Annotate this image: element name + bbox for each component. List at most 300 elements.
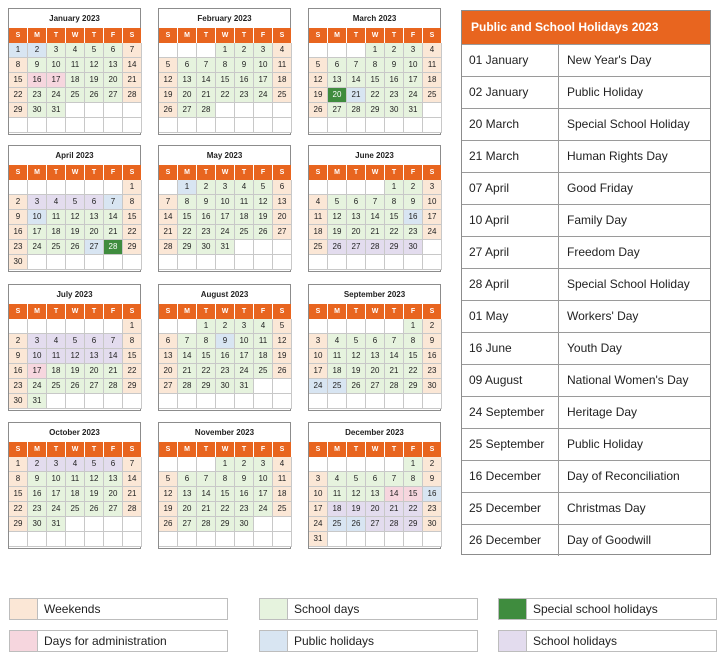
empty-cell [85, 532, 104, 547]
day-cell: 1 [123, 319, 142, 334]
day-cell: 23 [28, 88, 47, 103]
weekday-header: W [66, 304, 85, 319]
day-cell: 4 [273, 457, 292, 472]
weekday-header: S [273, 442, 292, 457]
day-cell: 6 [159, 334, 178, 349]
weekday-header: S [159, 304, 178, 319]
weekday-header: W [366, 28, 385, 43]
month-grid [309, 28, 440, 133]
day-cell: 29 [197, 379, 216, 394]
holiday-row [462, 204, 710, 236]
day-cell: 13 [85, 349, 104, 364]
day-cell: 17 [254, 73, 273, 88]
weekday-header: T [385, 165, 404, 180]
day-cell: 3 [47, 43, 66, 58]
day-cell: 30 [216, 379, 235, 394]
day-cell: 13 [366, 349, 385, 364]
day-cell: 23 [28, 502, 47, 517]
day-cell: 26 [85, 502, 104, 517]
day-cell: 9 [28, 58, 47, 73]
day-cell: 25 [66, 88, 85, 103]
holiday-name: Christmas Day [567, 501, 646, 515]
empty-cell [197, 457, 216, 472]
day-cell: 4 [47, 195, 66, 210]
empty-cell [366, 255, 385, 270]
day-cell: 17 [309, 364, 328, 379]
day-cell: 29 [178, 240, 197, 255]
day-cell: 20 [347, 225, 366, 240]
day-cell: 24 [47, 88, 66, 103]
month-title: October 2023 [9, 423, 140, 442]
empty-cell [273, 118, 292, 133]
day-cell: 22 [404, 364, 423, 379]
empty-cell [309, 180, 328, 195]
weekday-header: M [28, 28, 47, 43]
holiday-date: 10 April [462, 205, 559, 236]
legend-swatch [10, 631, 38, 651]
day-cell: 10 [309, 487, 328, 502]
day-cell: 19 [85, 73, 104, 88]
day-cell: 6 [273, 180, 292, 195]
day-cell: 29 [9, 517, 28, 532]
empty-cell [28, 180, 47, 195]
legend-item-school-holidays [498, 630, 717, 652]
empty-cell [385, 319, 404, 334]
day-cell: 5 [254, 180, 273, 195]
holiday-date: 25 December [462, 493, 559, 524]
day-cell: 19 [309, 88, 328, 103]
day-cell: 12 [85, 58, 104, 73]
day-cell: 18 [423, 73, 442, 88]
day-cell: 6 [178, 58, 197, 73]
day-cell: 14 [123, 472, 142, 487]
empty-cell [178, 319, 197, 334]
weekday-header: F [104, 442, 123, 457]
day-cell: 23 [197, 225, 216, 240]
day-cell: 15 [178, 210, 197, 225]
month-calendar [158, 145, 291, 272]
day-cell: 2 [235, 457, 254, 472]
day-cell: 5 [309, 58, 328, 73]
day-cell: 17 [254, 487, 273, 502]
empty-cell [123, 532, 142, 547]
day-cell: 5 [66, 334, 85, 349]
day-cell: 21 [104, 364, 123, 379]
day-cell: 2 [235, 43, 254, 58]
day-cell: 4 [254, 319, 273, 334]
month-calendar [308, 284, 441, 411]
month-title: August 2023 [159, 285, 290, 304]
weekday-header: M [178, 28, 197, 43]
day-cell: 5 [347, 472, 366, 487]
day-cell: 25 [328, 517, 347, 532]
day-cell: 23 [404, 225, 423, 240]
day-cell: 16 [385, 73, 404, 88]
day-cell: 28 [159, 240, 178, 255]
empty-cell [28, 255, 47, 270]
day-cell: 5 [273, 319, 292, 334]
empty-cell [66, 255, 85, 270]
day-cell: 15 [123, 210, 142, 225]
day-cell: 9 [235, 472, 254, 487]
day-cell: 2 [423, 319, 442, 334]
weekday-header: T [85, 165, 104, 180]
empty-cell [9, 319, 28, 334]
day-cell: 21 [347, 88, 366, 103]
empty-cell [159, 43, 178, 58]
day-cell: 6 [328, 58, 347, 73]
day-cell: 27 [104, 88, 123, 103]
empty-cell [423, 103, 442, 118]
day-cell: 12 [347, 487, 366, 502]
day-cell: 14 [385, 349, 404, 364]
month-grid [159, 304, 290, 409]
day-cell: 1 [216, 43, 235, 58]
day-cell: 3 [28, 195, 47, 210]
day-cell: 23 [216, 364, 235, 379]
holiday-name: National Women's Day [567, 373, 689, 387]
day-cell: 22 [123, 364, 142, 379]
day-cell: 11 [309, 210, 328, 225]
empty-cell [235, 240, 254, 255]
weekday-header: F [254, 165, 273, 180]
day-cell: 6 [104, 457, 123, 472]
day-cell: 31 [47, 103, 66, 118]
holiday-name: Freedom Day [567, 245, 640, 259]
day-cell: 23 [235, 502, 254, 517]
day-cell: 22 [123, 225, 142, 240]
day-cell: 18 [309, 225, 328, 240]
day-cell: 28 [347, 103, 366, 118]
day-cell: 8 [197, 334, 216, 349]
day-cell: 24 [28, 379, 47, 394]
empty-cell [123, 103, 142, 118]
empty-cell [254, 103, 273, 118]
day-cell: 28 [197, 517, 216, 532]
day-cell: 14 [366, 210, 385, 225]
day-cell: 14 [104, 210, 123, 225]
weekday-header: S [159, 442, 178, 457]
day-cell: 9 [385, 58, 404, 73]
weekday-header: T [85, 304, 104, 319]
empty-cell [347, 532, 366, 547]
day-cell: 17 [404, 73, 423, 88]
day-cell: 29 [385, 240, 404, 255]
empty-cell [66, 103, 85, 118]
day-cell: 20 [85, 364, 104, 379]
weekday-header: M [328, 442, 347, 457]
day-cell: 15 [404, 349, 423, 364]
empty-cell [328, 180, 347, 195]
empty-cell [235, 532, 254, 547]
day-cell: 16 [235, 73, 254, 88]
empty-cell [104, 255, 123, 270]
empty-cell [28, 532, 47, 547]
empty-cell [347, 319, 366, 334]
day-cell: 22 [197, 364, 216, 379]
weekday-header: S [159, 165, 178, 180]
weekday-header: W [66, 28, 85, 43]
empty-cell [159, 394, 178, 409]
day-cell: 11 [235, 195, 254, 210]
weekday-header: S [9, 165, 28, 180]
day-cell: 19 [159, 502, 178, 517]
weekday-header: W [66, 442, 85, 457]
day-cell: 19 [347, 502, 366, 517]
day-cell: 28 [123, 88, 142, 103]
day-cell: 10 [309, 349, 328, 364]
day-cell: 7 [197, 58, 216, 73]
day-cell: 27 [104, 502, 123, 517]
day-cell: 23 [9, 379, 28, 394]
weekday-header: F [404, 442, 423, 457]
weekday-header: T [47, 304, 66, 319]
day-cell: 27 [178, 103, 197, 118]
day-cell: 2 [9, 195, 28, 210]
day-cell: 13 [347, 210, 366, 225]
empty-cell [273, 394, 292, 409]
empty-cell [28, 319, 47, 334]
day-cell: 29 [404, 517, 423, 532]
month-grid [9, 304, 140, 409]
weekday-header: T [385, 28, 404, 43]
day-cell: 18 [328, 364, 347, 379]
day-cell: 16 [9, 364, 28, 379]
day-cell: 1 [178, 180, 197, 195]
day-cell: 13 [178, 487, 197, 502]
empty-cell [47, 532, 66, 547]
month-calendar [308, 422, 441, 549]
weekday-header: T [235, 442, 254, 457]
month-grid [159, 165, 290, 270]
day-cell: 11 [273, 472, 292, 487]
empty-cell [328, 319, 347, 334]
empty-cell [159, 532, 178, 547]
day-cell: 21 [178, 364, 197, 379]
day-cell: 7 [197, 472, 216, 487]
day-cell: 9 [9, 210, 28, 225]
day-cell: 12 [254, 195, 273, 210]
day-cell: 13 [178, 73, 197, 88]
legend-label: Weekends [44, 602, 101, 616]
day-cell: 18 [66, 487, 85, 502]
holiday-date: 24 September [462, 397, 559, 428]
empty-cell [347, 457, 366, 472]
day-cell: 20 [178, 502, 197, 517]
day-cell: 12 [347, 349, 366, 364]
day-cell: 7 [123, 43, 142, 58]
empty-cell [328, 457, 347, 472]
empty-cell [216, 394, 235, 409]
empty-cell [104, 103, 123, 118]
day-cell: 12 [159, 73, 178, 88]
day-cell: 10 [47, 58, 66, 73]
day-cell: 1 [9, 457, 28, 472]
day-cell: 6 [178, 472, 197, 487]
day-cell: 21 [197, 502, 216, 517]
weekday-header: S [123, 442, 142, 457]
day-cell: 19 [66, 364, 85, 379]
day-cell: 10 [28, 210, 47, 225]
empty-cell [366, 118, 385, 133]
holiday-name: Public Holiday [567, 85, 644, 99]
day-cell: 18 [47, 364, 66, 379]
holiday-name: Special School Holiday [567, 117, 690, 131]
legend-item-weekends [9, 598, 228, 620]
legend-label: Days for administration [44, 634, 167, 648]
day-cell: 6 [366, 334, 385, 349]
day-cell: 5 [347, 334, 366, 349]
day-cell: 30 [28, 517, 47, 532]
holidays-table-title: Public and School Holidays 2023 [462, 11, 710, 44]
day-cell: 16 [423, 487, 442, 502]
weekday-header: M [178, 442, 197, 457]
holiday-name: Heritage Day [567, 405, 638, 419]
day-cell: 1 [404, 457, 423, 472]
day-cell: 18 [328, 502, 347, 517]
weekday-header: M [178, 165, 197, 180]
empty-cell [9, 118, 28, 133]
day-cell: 1 [123, 180, 142, 195]
day-cell: 18 [254, 349, 273, 364]
day-cell: 14 [347, 73, 366, 88]
month-calendar [8, 284, 141, 411]
weekday-header: M [328, 28, 347, 43]
holiday-row [462, 236, 710, 268]
weekday-header: S [9, 28, 28, 43]
day-cell: 20 [366, 502, 385, 517]
day-cell: 24 [309, 379, 328, 394]
day-cell: 16 [9, 225, 28, 240]
empty-cell [309, 457, 328, 472]
day-cell: 13 [273, 195, 292, 210]
day-cell: 17 [216, 210, 235, 225]
empty-cell [197, 118, 216, 133]
day-cell: 21 [197, 88, 216, 103]
day-cell: 16 [197, 210, 216, 225]
month-grid [309, 304, 440, 409]
day-cell: 22 [9, 502, 28, 517]
holiday-row [462, 108, 710, 140]
day-cell: 11 [47, 210, 66, 225]
holidays-table-body [462, 44, 710, 556]
empty-cell [423, 240, 442, 255]
month-title: June 2023 [309, 146, 440, 165]
day-cell: 22 [216, 502, 235, 517]
day-cell: 24 [47, 502, 66, 517]
day-cell: 7 [178, 334, 197, 349]
day-cell: 1 [197, 319, 216, 334]
day-cell: 1 [385, 180, 404, 195]
empty-cell [309, 255, 328, 270]
day-cell: 30 [9, 394, 28, 409]
weekday-header: S [9, 304, 28, 319]
day-cell: 1 [9, 43, 28, 58]
empty-cell [104, 180, 123, 195]
empty-cell [385, 118, 404, 133]
weekday-header: T [347, 28, 366, 43]
empty-cell [197, 532, 216, 547]
weekday-header: T [347, 304, 366, 319]
day-cell: 15 [123, 349, 142, 364]
empty-cell [104, 517, 123, 532]
weekday-header: W [216, 304, 235, 319]
day-cell: 3 [309, 334, 328, 349]
day-cell: 24 [423, 225, 442, 240]
empty-cell [254, 532, 273, 547]
empty-cell [66, 517, 85, 532]
day-cell: 8 [216, 58, 235, 73]
day-cell: 25 [273, 88, 292, 103]
weekday-header: T [85, 442, 104, 457]
holidays-table [461, 10, 711, 555]
day-cell: 14 [178, 349, 197, 364]
day-cell: 27 [273, 225, 292, 240]
weekday-header: F [404, 165, 423, 180]
empty-cell [328, 532, 347, 547]
weekday-header: S [123, 28, 142, 43]
day-cell: 27 [159, 379, 178, 394]
day-cell: 19 [159, 88, 178, 103]
holiday-row [462, 460, 710, 492]
day-cell: 24 [254, 88, 273, 103]
day-cell: 24 [216, 225, 235, 240]
holiday-row [462, 364, 710, 396]
day-cell: 2 [28, 43, 47, 58]
weekday-header: T [197, 442, 216, 457]
empty-cell [123, 394, 142, 409]
holiday-name: Public Holiday [567, 437, 644, 451]
day-cell: 9 [423, 472, 442, 487]
day-cell: 10 [254, 58, 273, 73]
holiday-name: Special School Holiday [567, 277, 690, 291]
legend-label: School days [294, 602, 360, 616]
day-cell: 7 [159, 195, 178, 210]
legend-item-public-holidays [259, 630, 478, 652]
empty-cell [385, 532, 404, 547]
weekday-header: T [47, 165, 66, 180]
empty-cell [423, 532, 442, 547]
empty-cell [216, 103, 235, 118]
empty-cell [235, 118, 254, 133]
day-cell: 25 [273, 502, 292, 517]
day-cell: 21 [123, 487, 142, 502]
empty-cell [47, 319, 66, 334]
day-cell: 24 [254, 502, 273, 517]
empty-cell [85, 517, 104, 532]
day-cell: 8 [178, 195, 197, 210]
empty-cell [178, 394, 197, 409]
day-cell: 20 [366, 364, 385, 379]
day-cell: 4 [309, 195, 328, 210]
weekday-header: S [9, 442, 28, 457]
weekday-header: T [47, 442, 66, 457]
day-cell: 13 [85, 210, 104, 225]
holiday-date: 07 April [462, 173, 559, 204]
day-cell: 7 [123, 457, 142, 472]
day-cell: 15 [216, 487, 235, 502]
weekday-header: F [104, 304, 123, 319]
day-cell: 27 [328, 103, 347, 118]
day-cell: 3 [309, 472, 328, 487]
day-cell: 9 [28, 472, 47, 487]
empty-cell [47, 118, 66, 133]
day-cell: 28 [366, 240, 385, 255]
day-cell: 16 [28, 73, 47, 88]
day-cell: 22 [216, 88, 235, 103]
empty-cell [273, 240, 292, 255]
empty-cell [123, 255, 142, 270]
